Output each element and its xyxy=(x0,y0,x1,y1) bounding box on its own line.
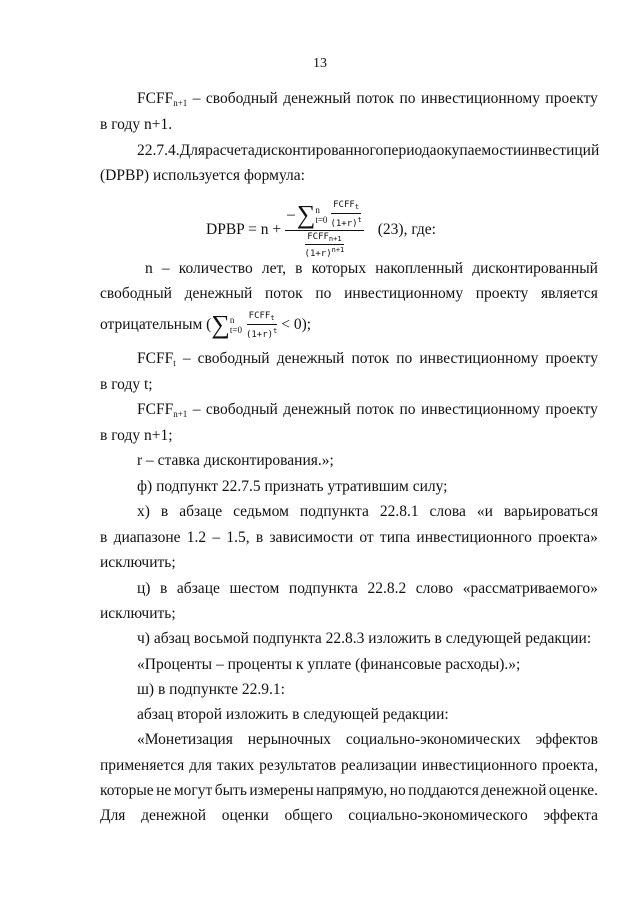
fcff-text: FCFF xyxy=(307,232,329,242)
text-word: FCFF xyxy=(137,350,174,367)
text-word: свободный xyxy=(197,350,270,367)
discount-text: (1+r) xyxy=(304,249,332,259)
text-word: инвестиционному xyxy=(421,401,540,418)
paragraph-line: исключить; xyxy=(100,554,176,571)
text-word: n xyxy=(145,260,153,277)
formula-denominator xyxy=(305,231,345,259)
text-word: социально-экономических xyxy=(345,731,521,748)
subscript: t xyxy=(270,313,275,322)
text-word: таких xyxy=(216,757,255,774)
discount-text: (1+r) xyxy=(245,329,274,340)
text-word: могут xyxy=(173,782,213,799)
text-word: периода xyxy=(383,142,437,159)
text-word: зависимости xyxy=(269,529,354,546)
paragraph-line xyxy=(100,757,598,775)
sum-lower: t=0 xyxy=(315,214,328,225)
text-word: денежный xyxy=(283,401,351,418)
text-word: в xyxy=(295,260,303,277)
sum-limits xyxy=(315,205,327,225)
paragraph-line: в году t; xyxy=(100,376,153,393)
text-word: подпункта xyxy=(299,503,369,520)
text-word: «Монетизация xyxy=(137,731,233,748)
superscript: t xyxy=(357,216,362,224)
text-word: Для xyxy=(100,807,126,824)
paragraph-line xyxy=(137,142,598,160)
minus-sign: – xyxy=(287,205,295,223)
paragraph-line xyxy=(137,580,598,598)
paragraph-line xyxy=(137,401,598,423)
superscript: t xyxy=(273,326,278,335)
paragraph-line: исключить; xyxy=(100,605,176,622)
text-word: реализации xyxy=(341,757,417,774)
paragraph-line: ф) подпункт 22.7.5 признать утратившим силу; xyxy=(137,478,448,495)
subscript: n+1 xyxy=(173,98,188,108)
text-segment: отрицательным ( xyxy=(100,316,212,333)
text-word: варьироваться xyxy=(503,503,598,520)
paragraph-line: в году n+1; xyxy=(100,427,173,444)
text-word: седьмом xyxy=(233,503,289,520)
text-word: – xyxy=(192,90,201,107)
sum-lower: t=0 xyxy=(229,325,242,335)
text-word: дисконтированный xyxy=(472,260,598,277)
subscript: t xyxy=(354,203,360,211)
text-segment: < 0); xyxy=(281,316,312,333)
text-word: – xyxy=(192,401,201,418)
paragraph-line xyxy=(100,782,598,800)
sum-symbol: ∑ xyxy=(296,199,316,229)
fcff-text: FCFF xyxy=(333,200,355,210)
sum-limits xyxy=(230,315,242,335)
text-word: ц) xyxy=(137,580,151,597)
text-word: напрямую, xyxy=(316,782,388,799)
inline-denominator xyxy=(246,325,277,340)
dpbp-formula xyxy=(206,200,436,259)
text-word: быть xyxy=(214,782,247,799)
text-word: от xyxy=(359,529,374,546)
text-word: инвестиционного xyxy=(421,757,538,774)
subscript: t xyxy=(173,358,176,368)
page-number: 13 xyxy=(313,56,327,71)
text-word: в xyxy=(160,503,169,520)
text-word: оценке. xyxy=(548,782,598,799)
text-word: не xyxy=(156,782,172,799)
paragraph-line: абзац второй изложить в следующей редакции: xyxy=(137,706,449,723)
text-word: инвестиционному xyxy=(344,285,464,302)
text-word: «рассматриваемого» xyxy=(462,580,598,597)
text-word: типа xyxy=(379,529,411,546)
paragraph-line: в году n+1. xyxy=(100,116,173,133)
text-word: оценки xyxy=(221,807,269,824)
discount-text: (1+r) xyxy=(330,219,358,229)
text-word: накопленный xyxy=(375,260,464,277)
text-word: в xyxy=(255,529,264,546)
inline-numerator xyxy=(247,311,277,325)
text-word: социально-экономического xyxy=(348,807,528,824)
text-word: денежной xyxy=(481,782,547,799)
paragraph-line xyxy=(137,503,598,521)
text-word: денежный xyxy=(276,350,345,367)
paragraph-line xyxy=(100,285,598,303)
text-word: является xyxy=(540,285,598,302)
text-word: х) xyxy=(137,503,150,520)
text-word: окупаемости xyxy=(436,142,522,159)
text-word: поток xyxy=(264,285,303,302)
formula-tag: (23), где: xyxy=(377,220,436,238)
text-word: для xyxy=(189,757,212,774)
text-word: эффектов xyxy=(535,731,598,748)
text-word: эффекта xyxy=(543,807,598,824)
text-word: измерены xyxy=(249,782,314,799)
text-word: расчета xyxy=(205,142,255,159)
subscript: n+1 xyxy=(173,409,188,419)
text-word: денежный xyxy=(283,90,351,107)
paragraph-line xyxy=(137,350,598,372)
text-word: слово xyxy=(415,580,454,597)
paragraph-line xyxy=(137,731,598,749)
text-word: проекту xyxy=(545,350,598,367)
paragraph-line xyxy=(137,90,598,112)
text-word: в xyxy=(160,580,168,597)
text-word: которые xyxy=(100,782,154,799)
text-word: поток xyxy=(351,350,390,367)
paragraph-line: ш) в подпункте 22.9.1: xyxy=(137,681,285,698)
text-word: «и xyxy=(476,503,493,520)
text-word: по xyxy=(396,350,413,367)
paragraph-line: ч) абзац восьмой подпункта 22.8.3 изложить в следующей редакции: xyxy=(137,630,592,647)
text-word: абзаце xyxy=(179,503,223,520)
text-word: FCFF xyxy=(137,90,174,107)
text-word: которых xyxy=(311,260,367,277)
paragraph-line: r – ставка дисконтирования.»; xyxy=(137,452,334,469)
sum-upper: n xyxy=(229,315,235,325)
text-word: подпункта xyxy=(288,580,358,597)
text-word: слова xyxy=(429,503,466,520)
text-word: свободный xyxy=(205,90,278,107)
text-word: свободный xyxy=(100,285,172,302)
paragraph-line xyxy=(100,529,598,547)
text-word: инвестиционному xyxy=(421,90,540,107)
text-word: лет, xyxy=(261,260,286,277)
text-word: диапазоне xyxy=(113,529,181,546)
paragraph-line: «Проценты – проценты к уплате (финансовые расходы).»; xyxy=(137,656,521,673)
text-word: 22.8.1 xyxy=(379,503,419,520)
text-word: проекту xyxy=(475,285,529,302)
paragraph-line xyxy=(100,807,598,825)
paragraph-line: (DPBP) используется формула: xyxy=(100,167,305,184)
formula-lhs: DPBP = n + xyxy=(206,220,282,238)
inner-numerator xyxy=(331,200,361,214)
text-word: нерыночных xyxy=(247,731,332,748)
text-word: 1.5, xyxy=(226,529,250,546)
text-word: Для xyxy=(179,142,206,159)
text-word: применяется xyxy=(100,757,185,774)
text-word: проекта» xyxy=(538,529,598,546)
inner-denominator xyxy=(330,214,361,229)
superscript: n+1 xyxy=(331,246,345,254)
text-word: – xyxy=(182,350,191,367)
text-word: проекта, xyxy=(542,757,598,774)
text-word: поток xyxy=(356,90,395,107)
inline-fraction xyxy=(246,311,277,340)
text-word: инвестиций xyxy=(521,142,600,159)
text-word: денежный xyxy=(184,285,253,302)
den-numerator xyxy=(305,232,343,245)
text-word: количество xyxy=(178,260,253,277)
subscript: n+1 xyxy=(328,235,342,243)
text-word: 22.8.2 xyxy=(367,580,407,597)
text-word: проекту xyxy=(545,401,598,418)
text-word: – xyxy=(161,260,170,277)
text-word: по xyxy=(315,285,332,302)
text-word: денежной xyxy=(141,807,207,824)
text-word: общего xyxy=(284,807,333,824)
text-word: дисконтированного xyxy=(254,142,384,159)
text-word: по xyxy=(399,90,416,107)
text-word: 1.2 xyxy=(186,529,207,546)
formula-fraction xyxy=(285,200,364,259)
text-word: поток xyxy=(356,401,395,418)
text-word: – xyxy=(212,529,221,546)
text-word: абзаце xyxy=(176,580,220,597)
sum-upper: n xyxy=(315,204,320,215)
text-word: но xyxy=(389,782,406,799)
text-word: шестом xyxy=(229,580,280,597)
den-denominator xyxy=(305,245,345,259)
text-word: 22.7.4. xyxy=(137,142,180,159)
text-word: свободный xyxy=(205,401,278,418)
text-word: инвестиционному xyxy=(419,350,539,367)
fcff-text: FCFF xyxy=(248,310,271,321)
text-word: результатов xyxy=(259,757,337,774)
paragraph-line xyxy=(100,310,311,340)
text-word: в xyxy=(100,529,108,546)
formula-numerator xyxy=(285,200,364,231)
text-word: инвестиционного xyxy=(416,529,532,546)
paragraph-line xyxy=(145,260,598,278)
sum-symbol: ∑ xyxy=(211,310,230,339)
text-word: поддаются xyxy=(408,782,479,799)
text-word: FCFF xyxy=(137,401,174,418)
inner-fraction xyxy=(330,200,361,229)
text-word: по xyxy=(399,401,416,418)
text-word: проекту xyxy=(545,90,598,107)
